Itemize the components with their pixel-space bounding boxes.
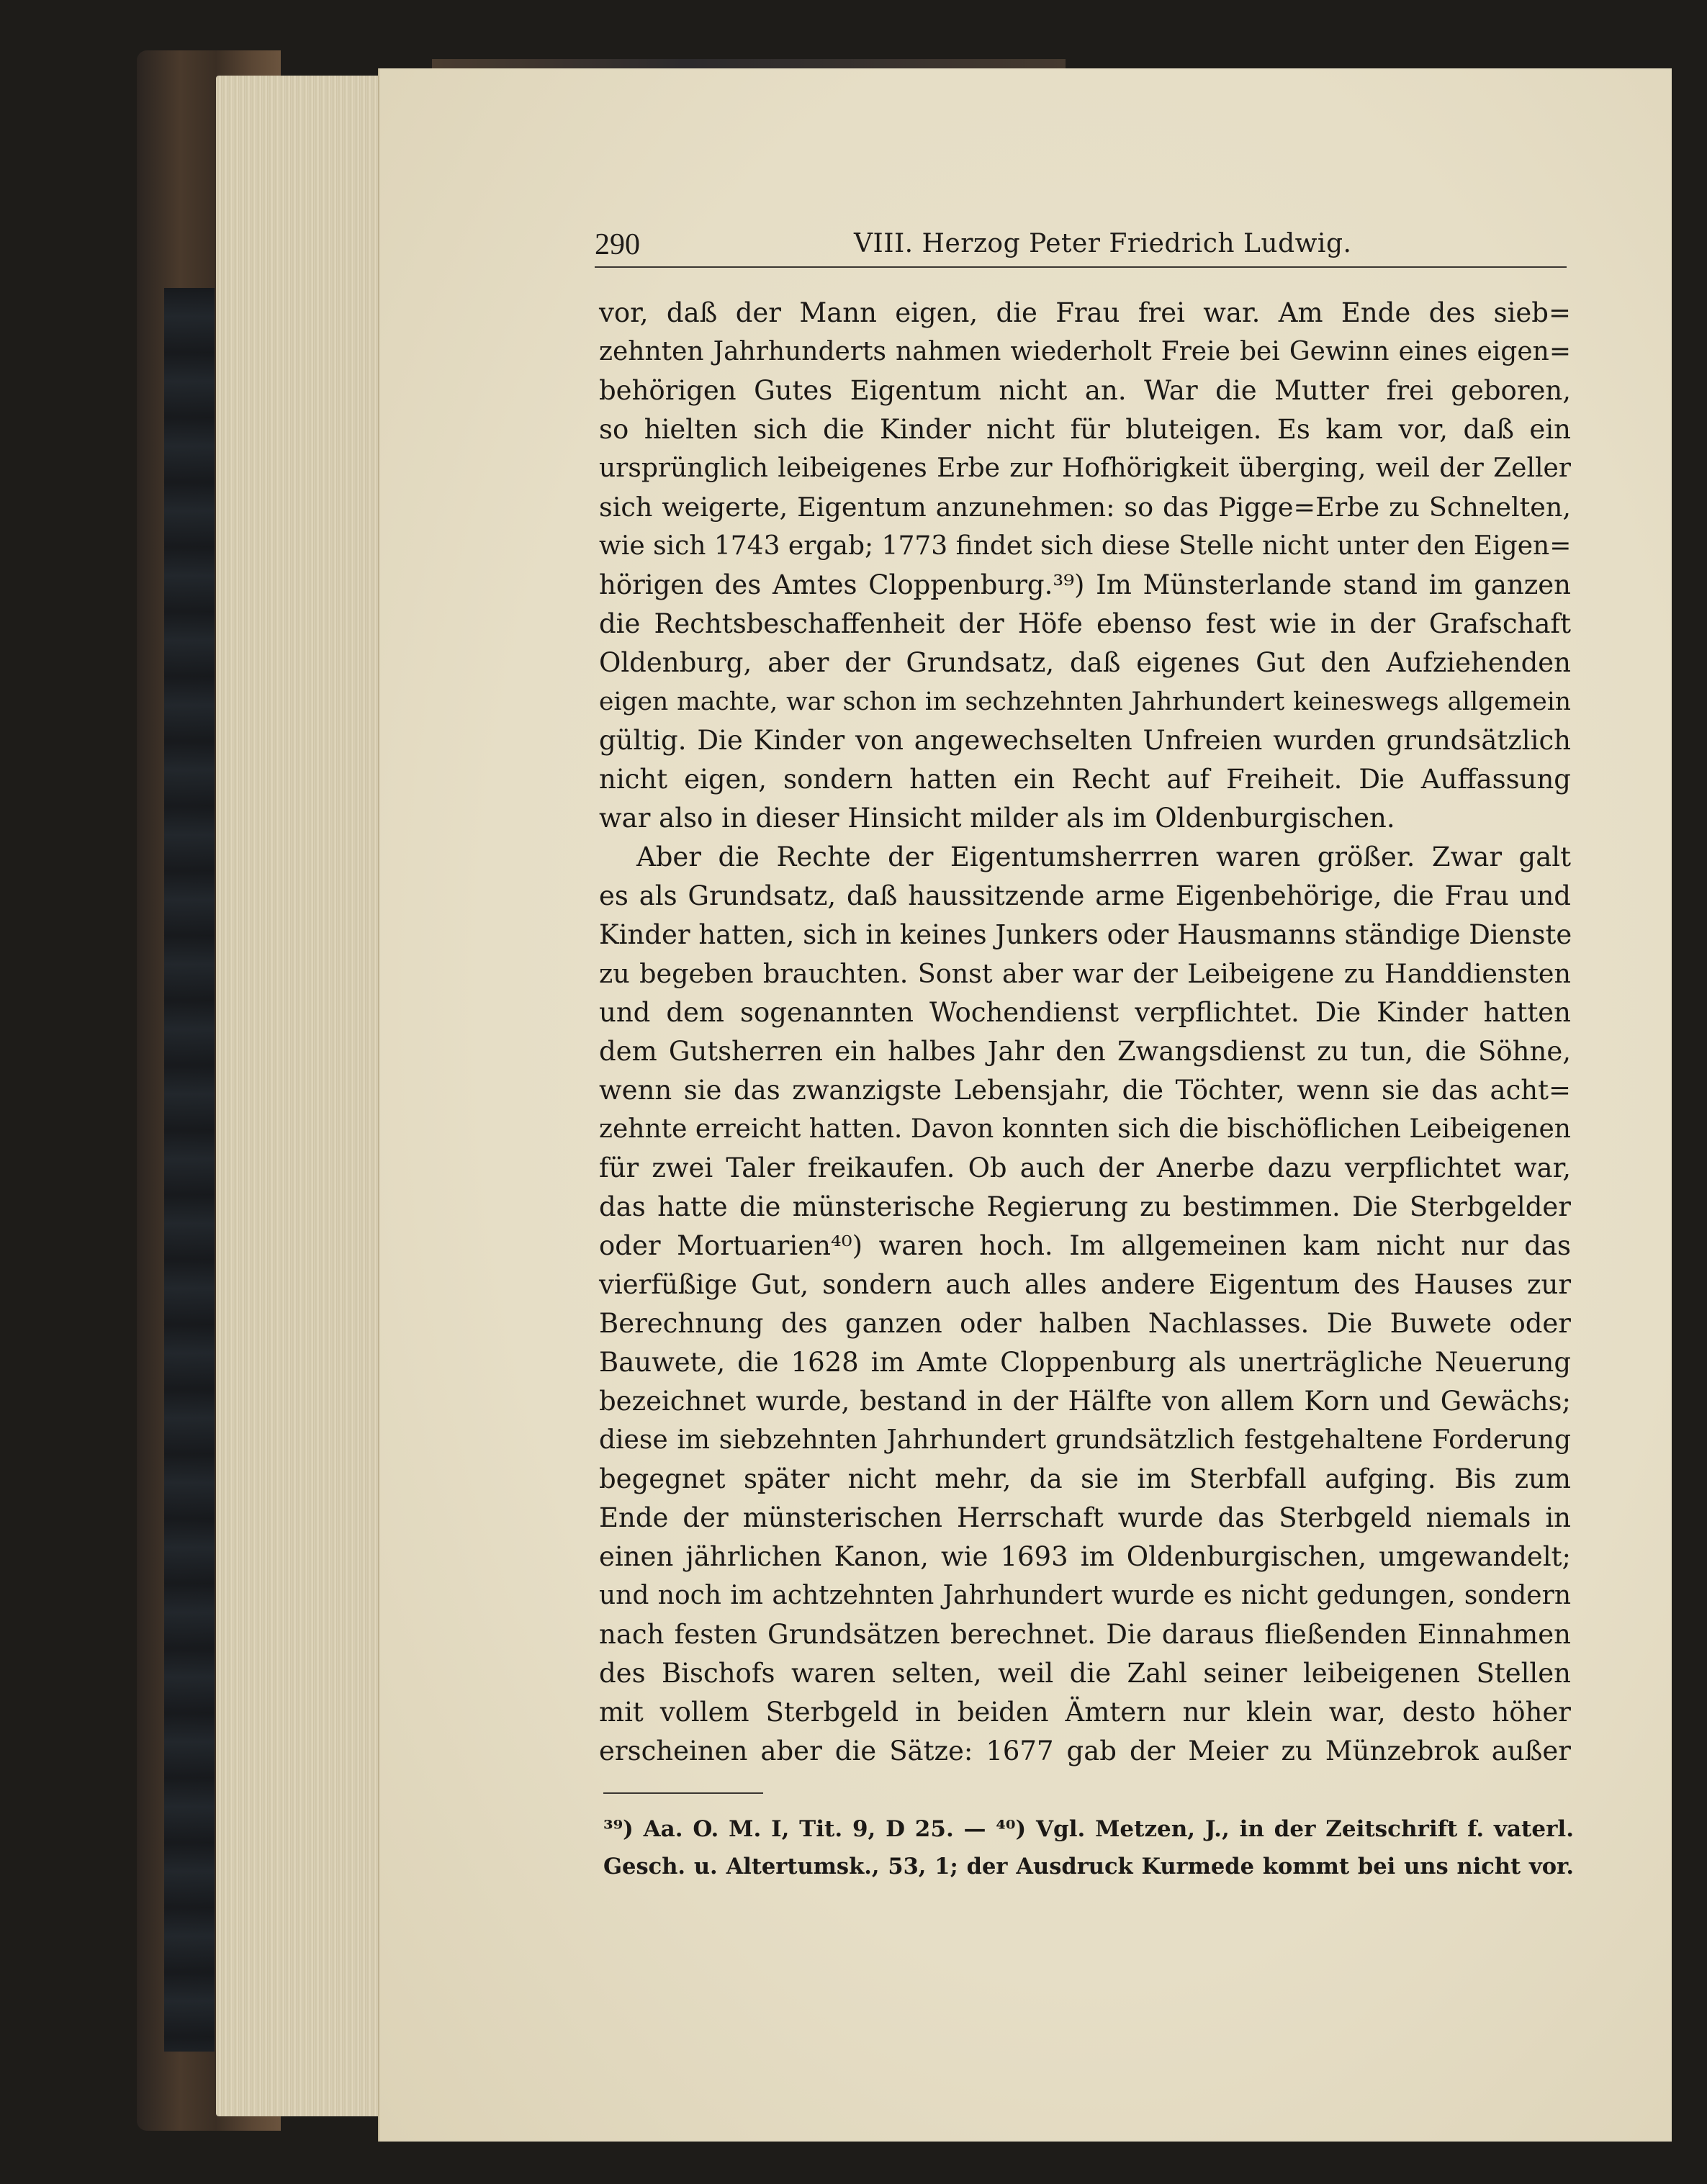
running-head: VIII. Herzog Peter Friedrich Ludwig. <box>854 229 1352 258</box>
text-line: sich weigerte, Eigentum anzunehmen: so das Pigge=Erbe zu Schnelten, <box>599 492 1571 523</box>
text-line: so hielten sich die Kinder nicht für bluteigen. Es kam vor, daß ein <box>599 414 1571 445</box>
text-line: gültig. Die Kinder von angewechselten Unfreien wurden grundsätzlich <box>599 725 1571 756</box>
text-line: diese im siebzehnten Jahrhundert grundsätzlich festgehaltene Forderung <box>599 1425 1571 1455</box>
text-line: Ende der münsterischen Herrschaft wurde das Sterbgeld niemals in <box>599 1502 1571 1533</box>
text-line: mit vollem Sterbgeld in beiden Ämtern nur klein war, desto höher <box>599 1697 1571 1728</box>
text-line: wie sich 1743 ergab; 1773 findet sich diese Stelle nicht unter den Eigen= <box>599 531 1572 561</box>
text-line: Kinder hatten, sich in keines Junkers oder Hausmanns ständige Dienste <box>599 919 1572 950</box>
text-line: vor, daß der Mann eigen, die Frau frei war. Am Ende des sieb= <box>599 297 1571 328</box>
book-top-edge <box>432 59 1066 69</box>
text-line: Berechnung des ganzen oder halben Nachlasses. Die Buwete oder <box>599 1308 1571 1339</box>
text-line: war also in dieser Hinsicht milder als im Oldenburgischen. <box>599 803 1395 834</box>
page-number: 290 <box>595 228 640 261</box>
footnotes <box>603 1810 1574 1885</box>
text-line: zehnte erreicht hatten. Davon konnten sich die bischöflichen Leibeigenen <box>599 1114 1571 1144</box>
text-line: für zwei Taler freikaufen. Ob auch der Anerbe dazu verpflichtet war, <box>599 1152 1571 1183</box>
text-line: zehnten Jahrhunderts nahmen wiederholt Freie bei Gewinn eines eigen= <box>599 337 1571 366</box>
text-line: vierfüßige Gut, sondern auch alles andere Eigentum des Hauses zur <box>599 1269 1571 1300</box>
page-edges <box>216 76 389 2116</box>
text-line: Oldenburg, aber der Grundsatz, daß eigenes Gut den Aufziehenden <box>599 647 1571 678</box>
text-line: nicht eigen, sondern hatten ein Recht auf Freiheit. Die Auffassung <box>599 764 1571 795</box>
text-line: behörigen Gutes Eigentum nicht an. War die Mutter frei geboren, <box>599 375 1571 406</box>
text-line: das hatte die münsterische Regierung zu bestimmen. Die Sterbgelder <box>599 1191 1571 1222</box>
text-line: hörigen des Amtes Cloppenburg.³⁹) Im Münsterlande stand im ganzen <box>599 569 1571 600</box>
text-line: einen jährlichen Kanon, wie 1693 im Oldenburgischen, umgewandelt; <box>599 1541 1571 1572</box>
footnote-line: Gesch. u. Altertumsk., 53, 1; der Ausdruck Kurmede kommt bei uns nicht vor. <box>603 1854 1574 1880</box>
text-line: des Bischofs waren selten, weil die Zahl seiner leibeigenen Stellen <box>599 1658 1571 1689</box>
text-line: die Rechtsbeschaffenheit der Höfe ebenso fest wie in der Grafschaft <box>599 608 1571 639</box>
text-line: es als Grundsatz, daß haussitzende arme Eigenbehörige, die Frau und <box>599 880 1571 911</box>
text-line: und dem sogenannten Wochendienst verpflichtet. Die Kinder hatten <box>599 997 1571 1028</box>
text-line: oder Mortuarien⁴⁰) waren hoch. Im allgemeinen kam nicht nur das <box>599 1230 1571 1261</box>
text-line: Aber die Rechte der Eigentumsherrren waren größer. Zwar galt <box>636 841 1571 872</box>
body-text <box>599 294 1571 1771</box>
text-line: und noch im achtzehnten Jahrhundert wurde es nicht gedungen, sondern <box>599 1581 1571 1610</box>
footnote-line: ³⁹) Aa. O. M. I, Tit. 9, D 25. — ⁴⁰) Vgl. Metzen, J., in der Zeitschrift f. vaterl. <box>603 1816 1574 1842</box>
text-line: nach festen Grundsätzen berechnet. Die daraus fließenden Einnahmen <box>599 1619 1571 1650</box>
text-line: erscheinen aber die Sätze: 1677 gab der Meier zu Münzebrok außer <box>599 1736 1571 1766</box>
text-line: ursprünglich leibeigenes Erbe zur Hofhörigkeit überging, weil der Zeller <box>599 454 1571 483</box>
text-line: dem Gutsherren ein halbes Jahr den Zwangsdienst zu tun, die Söhne, <box>599 1036 1571 1067</box>
text-line: begegnet später nicht mehr, da sie im Sterbfall aufging. Bis zum <box>599 1463 1571 1494</box>
text-line: eigen machte, war schon im sechzehnten Jahrhundert keineswegs allgemein <box>599 687 1571 716</box>
text-line: bezeichnet wurde, bestand in der Hälfte von allem Korn und Gewächs; <box>599 1386 1571 1417</box>
text-line: Bauwete, die 1628 im Amte Cloppenburg als unerträgliche Neuerung <box>599 1347 1571 1378</box>
text-line: wenn sie das zwanzigste Lebensjahr, die Töchter, wenn sie das acht= <box>599 1075 1571 1106</box>
footnote-divider <box>603 1792 763 1794</box>
book-spine-strip <box>164 288 215 2052</box>
text-line: zu begeben brauchten. Sonst aber war der Leibeigene zu Handdiensten <box>599 958 1571 989</box>
page-header <box>595 225 1567 268</box>
